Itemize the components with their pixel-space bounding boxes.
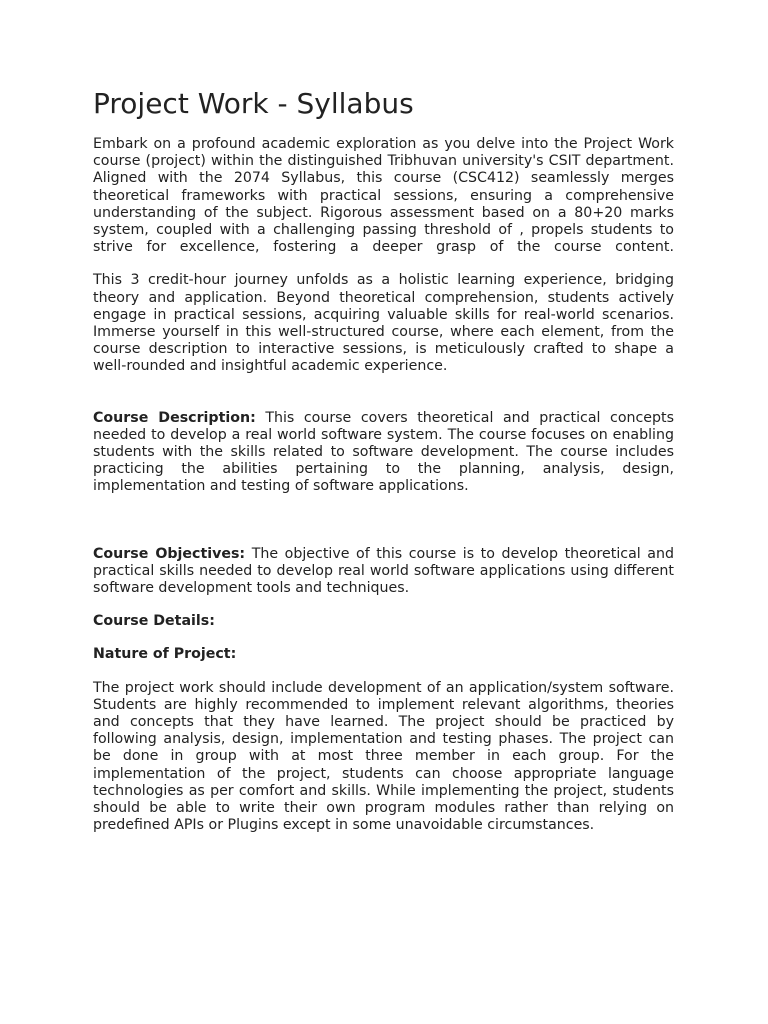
document-page [93,86,674,835]
course-description-paragraph [93,410,674,496]
nature-label: Nature of Project: [93,646,237,663]
course-objectives-paragraph [93,546,674,598]
intro-paragraph-2: This 3 credit-hour journey unfolds as a holistic learning experience, bridging theory and application. Beyond theoretical comprehension, students actively engage in practical sessions, acquiring valuable skills for real-world scenarios. Immerse yourself in this well-structured course, where each element, from the course description to interactive sessions, is meticulously crafted to shape a well-rounded and insightful academic experience. [93,272,674,375]
course-description-label: Course Description: [93,409,256,426]
course-objectives-label: Course Objectives: [93,545,246,562]
course-details-label: Course Details: [93,613,215,630]
nature-heading [93,646,674,663]
course-description-text: This course covers theoretical and practical concepts needed to develop a real world software system. The course focuses on enabling students with the skills related to software development. The course includes practicing the abilities pertaining to the planning, analysis, design, implementation and testing of software applications. [93,409,674,495]
course-objectives-text: The objective of this course is to develop theoretical and practical skills needed to develop real world software applications using different software development tools and techniques. [93,545,674,597]
intro-paragraph-1: Embark on a profound academic exploration as you delve into the Project Work course (project) within the distinguished Tribhuvan university's CSIT department. Aligned with the 2074 Syllabus, this course (CSC412) seamlessly merges theoretical frameworks with practical sessions, ensuring a comprehensive understanding of the subject. Rigorous assessment based on a 80+20 marks system, coupled with a challenging passing threshold of , propels students to strive for excellence, fostering a deeper grasp of the course content. [93,136,674,256]
page-title: Project Work - Syllabus [93,87,414,120]
course-details-heading [93,613,674,630]
nature-paragraph: The project work should include development of an application/system software. Students are highly recommended to implement relevant algorithms, theories and concepts that they have learned. The project should be practiced by following analysis, design, implementation and testing phases. The project can be done in group with at most three member in each group. For the implementation of the project, students can choose appropriate language technologies as per comfort and skills. While implementing the project, students should be able to write their own program modules rather than relying on predefined APIs or Plugins except in some unavoidable circumstances. [93,679,674,834]
